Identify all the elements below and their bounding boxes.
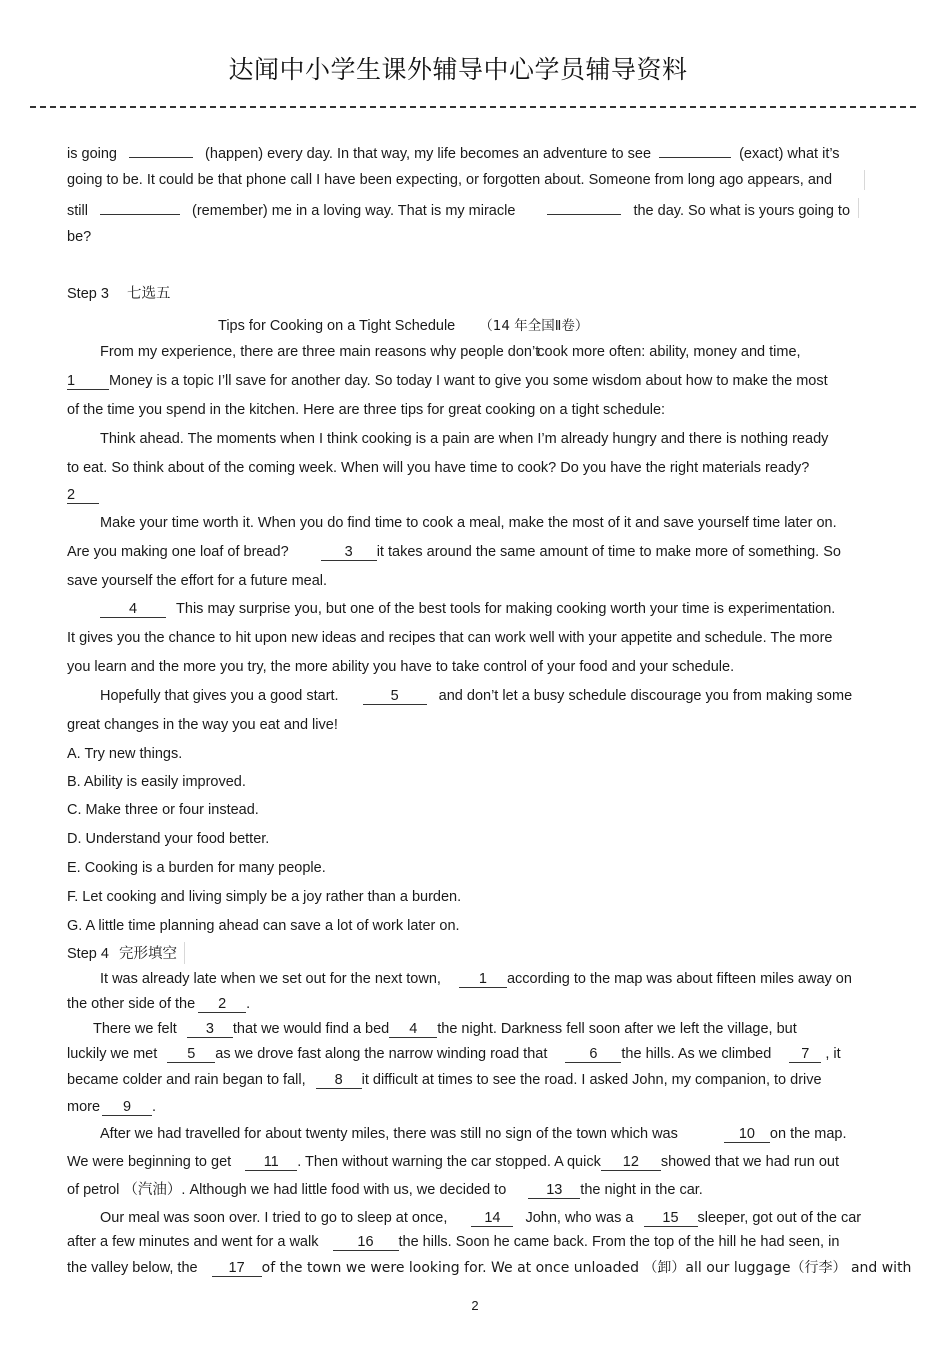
blank-3[interactable]: 3	[321, 544, 377, 561]
paragraph-line: to eat. So think about of the coming week. When will you have time to cook? Do you have the right materials ready?	[67, 460, 810, 476]
answer-blank[interactable]	[129, 142, 193, 158]
header-divider	[30, 106, 916, 108]
paragraph-line: save yourself the effort for a future meal.	[67, 573, 328, 589]
step3-title: Tips for Cooking on a Tight Schedule （14 年全国Ⅱ卷）	[218, 318, 589, 334]
blank-1[interactable]: 1	[459, 971, 507, 988]
blank-12[interactable]: 12	[601, 1154, 661, 1171]
paragraph-line: Think ahead. The moments when I think cooking is a pain are when I’m already hungry and there is nothing ready	[100, 431, 829, 447]
paragraph-line: after a few minutes and went for a walk 16 the hills. Soon he came back. From the top of the hill he had seen, in	[67, 1234, 840, 1250]
blank-5[interactable]: 5	[167, 1046, 215, 1063]
paragraph-line: you learn and the more you try, the more ability you have to take control of your food and your schedule.	[67, 659, 735, 675]
page-header-title: 达闻中小学生课外辅导中心学员辅导资料	[228, 55, 688, 84]
blank-2[interactable]: 2	[67, 487, 99, 504]
paragraph-line: of the time you spend in the kitchen. Here are three tips for great cooking on a tight schedule:	[67, 402, 666, 418]
option-c: C. Make three or four instead.	[67, 802, 259, 818]
option-g: G. A little time planning ahead can save a lot of work later on.	[67, 918, 460, 934]
paragraph-line: luckily we met 5 as we drove fast along the narrow winding road that 6 the hills. As we climbed 7 , it	[67, 1046, 841, 1062]
option-f: F. Let cooking and living simply be a joy rather than a burden.	[67, 889, 462, 905]
blank-4[interactable]: 4	[100, 601, 166, 618]
paragraph-line: Make your time worth it. When you do find time to cook a meal, make the most of it and save yourself time later on.	[100, 515, 837, 531]
paragraph-line: 1 Money is a topic I’ll save for another day. So today I want to give you some wisdom about how to make the most	[67, 373, 828, 389]
blank-5[interactable]: 5	[363, 688, 427, 705]
paragraph-line: 4 This may surprise you, but one of the best tools for making cooking worth your time is experimentation.	[100, 600, 835, 618]
option-e: E. Cooking is a burden for many people.	[67, 860, 326, 876]
blank-4[interactable]: 4	[389, 1021, 437, 1038]
margin-mark	[184, 942, 185, 964]
paragraph-line: more 9 .	[67, 1099, 157, 1115]
step3-heading: Step 3 七选五	[67, 286, 171, 302]
blank-8[interactable]: 8	[316, 1072, 362, 1089]
paragraph-line: became colder and rain began to fall, 8 it difficult at times to see the road. I asked John, my companion, to drive	[67, 1072, 822, 1088]
blank-14[interactable]: 14	[471, 1210, 513, 1227]
paragraph-line: After we had travelled for about twenty miles, there was still no sign of the town which was 10 on the map.	[100, 1126, 847, 1142]
paragraph-line: We were beginning to get 11 . Then without warning the car stopped. A quick 12 showed that we had run out	[67, 1154, 839, 1170]
option-b: B. Ability is easily improved.	[67, 774, 246, 790]
blank-2[interactable]: 2	[198, 996, 246, 1013]
paragraph-line: the other side of the 2 .	[67, 996, 251, 1012]
paragraph-line: From my experience, there are three main reasons why people don’t cook more often: ability, money and time,	[100, 344, 801, 360]
margin-mark	[858, 198, 859, 218]
paragraph-line: great changes in the way you eat and live!	[67, 717, 338, 733]
answer-blank[interactable]	[547, 199, 621, 215]
blank-15[interactable]: 15	[644, 1210, 698, 1227]
paragraph-line	[67, 486, 99, 504]
paragraph-line: It was already late when we set out for the next town, 1 according to the map was about fifteen miles away on	[100, 971, 852, 987]
paragraph-line: Our meal was soon over. I tried to go to sleep at once, 14 John, who was a 15 sleeper, got out of the car	[100, 1210, 862, 1226]
paragraph-line: Hopefully that gives you a good start. 5 and don’t let a busy schedule discourage you from making some	[100, 688, 853, 704]
blank-10[interactable]: 10	[724, 1126, 770, 1143]
passage-line: is going (happen) every day. In that way, my life becomes an adventure to see (exact) what it’s	[67, 142, 840, 163]
paragraph-line: of petrol （汽油）. Although we had little food with us, we decided to 13 the night in the car.	[67, 1182, 703, 1198]
paragraph-line: There we felt 3 that we would find a bed 4 the night. Darkness fell soon after we left the village, but	[93, 1021, 797, 1037]
paragraph-line: Are you making one loaf of bread? 3 it takes around the same amount of time to make more of something. So	[67, 544, 841, 560]
passage-line: going to be. It could be that phone call I have been expecting, or forgotten about. Someone from long ago appears, and	[67, 172, 833, 188]
blank-16[interactable]: 16	[333, 1234, 399, 1251]
blank-17[interactable]: 17	[212, 1260, 262, 1277]
blank-7[interactable]: 7	[789, 1046, 821, 1063]
step4-heading: Step 4 完形填空	[67, 946, 177, 962]
paragraph-line: It gives you the chance to hit upon new ideas and recipes that can work well with your appetite and schedule. The more	[67, 630, 833, 646]
option-d: D. Understand your food better.	[67, 831, 270, 847]
blank-1[interactable]: 1	[67, 373, 109, 390]
blank-13[interactable]: 13	[528, 1182, 580, 1199]
blank-3[interactable]: 3	[187, 1021, 233, 1038]
blank-9[interactable]: 9	[102, 1099, 152, 1116]
paragraph-line: the valley below, the 17 of the town we were looking for. We at once unloaded （卸）all our luggage（行李） and with	[67, 1260, 912, 1276]
option-a: A. Try new things.	[67, 746, 183, 762]
answer-blank[interactable]	[659, 142, 731, 158]
margin-mark	[864, 170, 865, 190]
passage-line: be?	[67, 229, 92, 245]
answer-blank[interactable]	[100, 199, 180, 215]
blank-6[interactable]: 6	[565, 1046, 621, 1063]
page-number: 2	[471, 1298, 479, 1313]
blank-11[interactable]: 11	[245, 1154, 297, 1171]
passage-line: still (remember) me in a loving way. That is my miracle the day. So what is yours going to	[67, 199, 850, 220]
